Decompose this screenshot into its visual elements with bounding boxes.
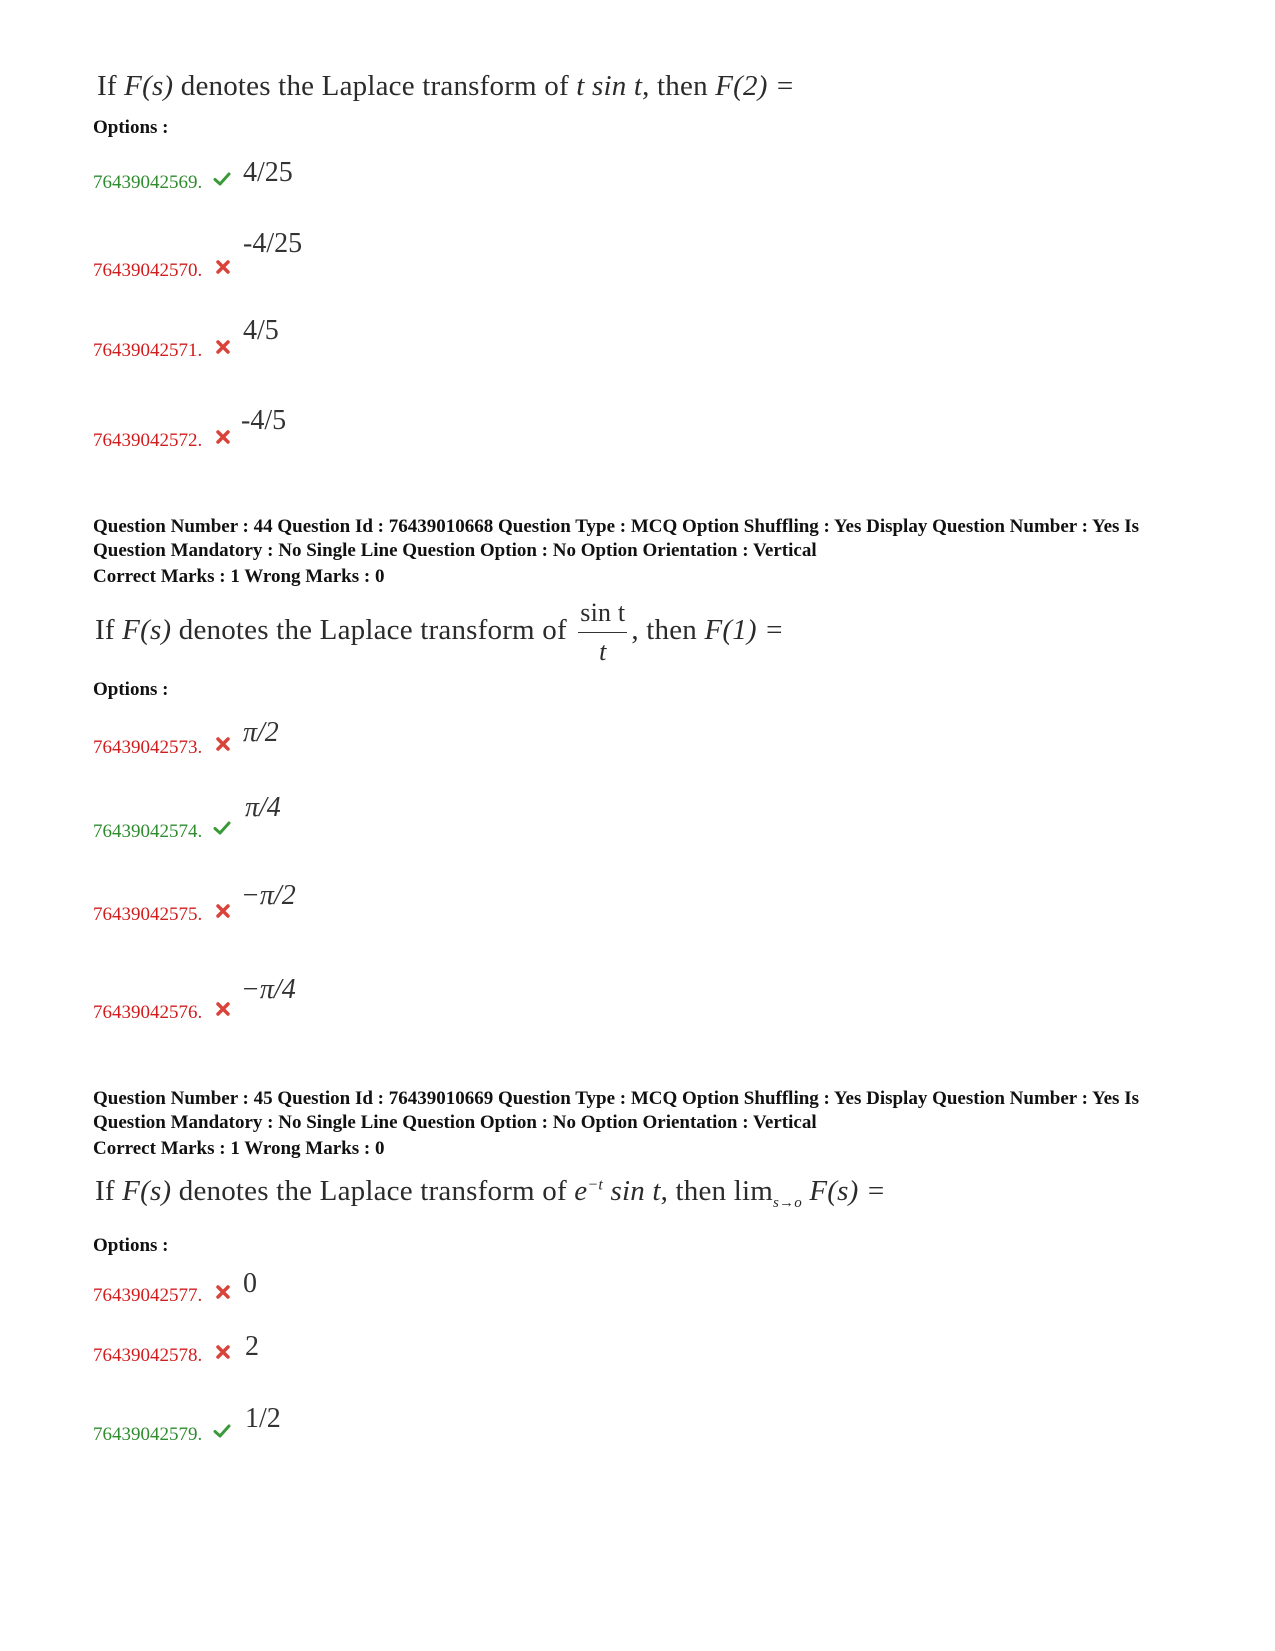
q45-expr-base: e — [574, 1175, 588, 1207]
q45-option-2-id: 76439042578. — [93, 1345, 203, 1366]
check-icon — [213, 819, 231, 837]
q45-option-3-answer: 1/2 — [245, 1403, 281, 1434]
q43-result: F(2) = — [715, 70, 795, 102]
q44-frac-num: sin t — [578, 598, 627, 633]
cross-icon — [214, 428, 232, 446]
q44-option-1-id: 76439042573. — [93, 737, 203, 758]
q44-option-4-id: 76439042576. — [93, 1002, 203, 1023]
check-icon — [213, 170, 231, 188]
q45-option-1-answer: 0 — [243, 1268, 257, 1299]
q45-options-label: Options : — [93, 1235, 169, 1256]
q44-frac-den: t — [599, 637, 607, 666]
q43-prefix: If — [97, 70, 125, 102]
cross-icon — [214, 1283, 232, 1301]
q44-options-label: Options : — [93, 679, 169, 700]
q44-option-3-answer: −π/2 — [241, 880, 296, 911]
question-44-text — [95, 598, 784, 667]
cross-icon — [214, 735, 232, 753]
q43-option-1-answer: 4/25 — [243, 157, 293, 188]
check-icon — [213, 1422, 231, 1440]
q45-prefix: If — [95, 1175, 123, 1207]
cross-icon — [214, 902, 232, 920]
q44-option-1-answer: π/2 — [243, 717, 279, 748]
q43-option-3-id: 76439042571. — [93, 340, 203, 361]
q43-mid: denotes the Laplace transform of — [173, 70, 577, 102]
q45-then: , then — [660, 1175, 734, 1207]
q45-fs: F(s) — [122, 1175, 172, 1207]
cross-icon — [214, 1343, 232, 1361]
q45-result: F(s) = — [801, 1175, 886, 1207]
q43-option-2-answer: -4/25 — [243, 228, 303, 259]
q44-fs: F(s) — [122, 614, 172, 647]
q45-option-2-answer: 2 — [245, 1331, 259, 1362]
q43-option-2-id: 76439042570. — [93, 260, 203, 281]
q43-option-4-id: 76439042572. — [93, 430, 203, 451]
q43-option-3-answer: 4/5 — [243, 315, 279, 346]
q43-options-label: Options : — [93, 117, 169, 138]
question-45-text — [95, 1175, 886, 1212]
question-43-text — [97, 70, 795, 103]
q44-marks: Correct Marks : 1 Wrong Marks : 0 — [93, 566, 385, 587]
q44-prefix: If — [95, 614, 123, 647]
cross-icon — [214, 258, 232, 276]
q44-then: , then — [631, 614, 705, 647]
cross-icon — [214, 338, 232, 356]
q43-option-1-id: 76439042569. — [93, 172, 203, 193]
q44-result: F(1) = — [704, 614, 785, 647]
q43-fs: F(s) — [124, 70, 174, 102]
q44-option-4-answer: −π/4 — [241, 974, 296, 1005]
q44-mid: denotes the Laplace transform of — [171, 614, 575, 647]
q43-then: , then — [642, 70, 716, 102]
q44-option-2-answer: π/4 — [245, 792, 281, 823]
q45-option-3-id: 76439042579. — [93, 1424, 203, 1445]
q45-option-1-id: 76439042577. — [93, 1285, 203, 1306]
q45-lim-sub: s→o — [773, 1194, 802, 1211]
q45-marks: Correct Marks : 1 Wrong Marks : 0 — [93, 1138, 385, 1159]
q45-lim: lim — [733, 1175, 773, 1207]
q43-expr: t sin t — [576, 70, 643, 102]
q44-fraction — [578, 598, 627, 667]
cross-icon — [214, 1000, 232, 1018]
q45-expr-sup: −t — [587, 1176, 604, 1194]
q45-expr-rest: sin t — [603, 1175, 661, 1207]
q43-option-4-answer: -4/5 — [241, 405, 287, 436]
q45-mid: denotes the Laplace transform of — [171, 1175, 575, 1207]
q45-meta: Question Number : 45 Question Id : 76439010669 Question Type : MCQ Option Shuffling : Yes Display Question Number : Yes Is Question Mandatory : No Single Line Question Option : No Option Orientation : Vertical — [93, 1088, 1139, 1133]
q44-option-3-id: 76439042575. — [93, 904, 203, 925]
q44-option-2-id: 76439042574. — [93, 821, 203, 842]
q44-meta: Question Number : 44 Question Id : 76439010668 Question Type : MCQ Option Shuffling : Yes Display Question Number : Yes Is Question Mandatory : No Single Line Question Option : No Option Orientation : Vertical — [93, 516, 1139, 561]
